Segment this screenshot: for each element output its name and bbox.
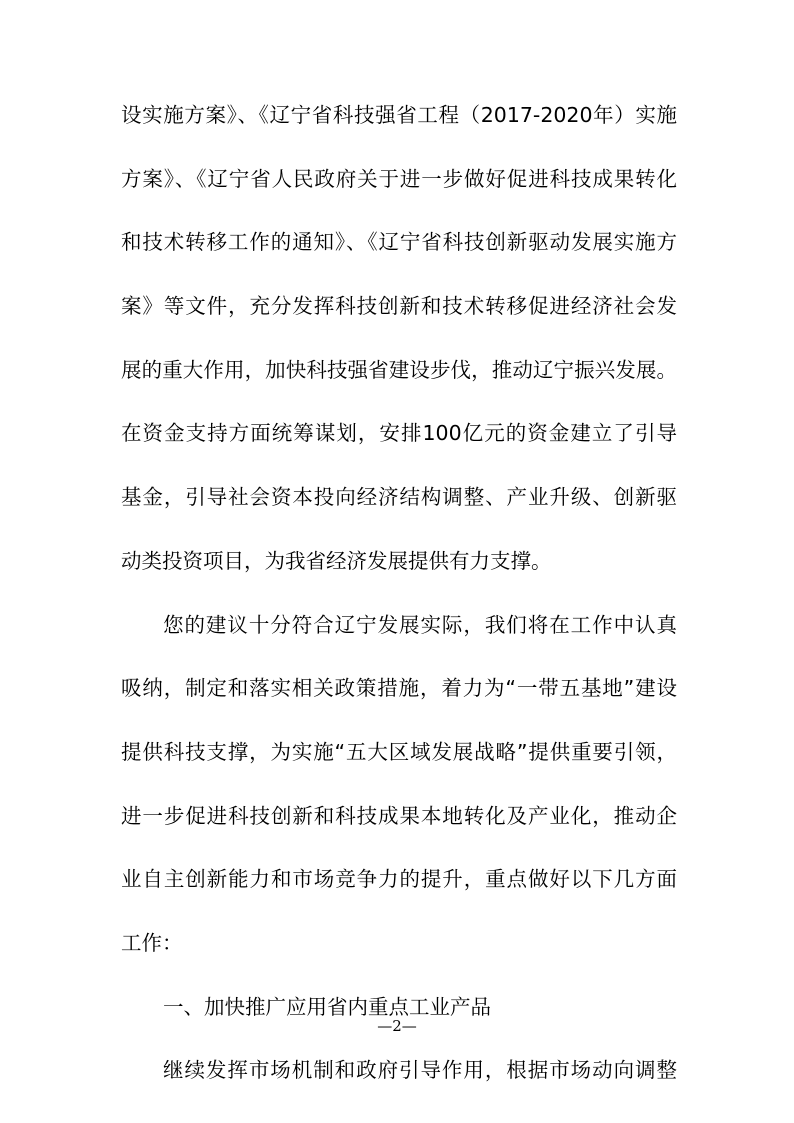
paragraph-line: 动类投资项目，为我省经济发展提供有力支撑。 xyxy=(121,548,552,573)
paragraph-line: 案》等文件，充分发挥科技创新和技术转移促进经济社会发 xyxy=(121,294,677,319)
paragraph-line: 吸纳，制定和落实相关政策措施，着力为“一带五基地”建设 xyxy=(121,676,677,701)
paragraph-line: 在资金支持方面统筹谋划，安排100亿元的资金建立了引导 xyxy=(121,421,677,446)
paragraph-line: 和技术转移工作的通知》、《辽宁省科技创新驱动发展实施方 xyxy=(121,230,677,255)
paragraph-line: 展的重大作用，加快科技强省建设步伐，推动辽宁振兴发展。 xyxy=(121,357,677,382)
paragraph-line: 提供科技支撑，为实施“五大区域发展战略”提供重要引领， xyxy=(121,739,677,764)
paragraph-line: 进一步促进科技创新和科技成果本地转化及产业化，推动企 xyxy=(121,803,677,828)
paragraph-line: 设实施方案》、《辽宁省科技强省工程（2017-2020年）实施 xyxy=(121,103,677,127)
body-text xyxy=(121,95,677,1114)
paragraph-line: 工作： xyxy=(121,930,183,955)
paragraph-line: 方案》、《辽宁省人民政府关于进一步做好促进科技成果转化 xyxy=(121,166,677,191)
paragraph-line: 继续发挥市场机制和政府引导作用，根据市场动向调整 xyxy=(163,1058,677,1083)
page-number: —2— xyxy=(377,1017,417,1035)
paragraph-line: 基金，引导社会资本投向经济结构调整、产业升级、创新驱 xyxy=(121,485,677,510)
paragraph-line: 业自主创新能力和市场竞争力的提升，重点做好以下几方面 xyxy=(121,867,677,892)
paragraph-line: 您的建议十分符合辽宁发展实际，我们将在工作中认真 xyxy=(163,612,677,637)
section-heading: 一、加快推广应用省内重点工业产品 xyxy=(163,994,491,1019)
